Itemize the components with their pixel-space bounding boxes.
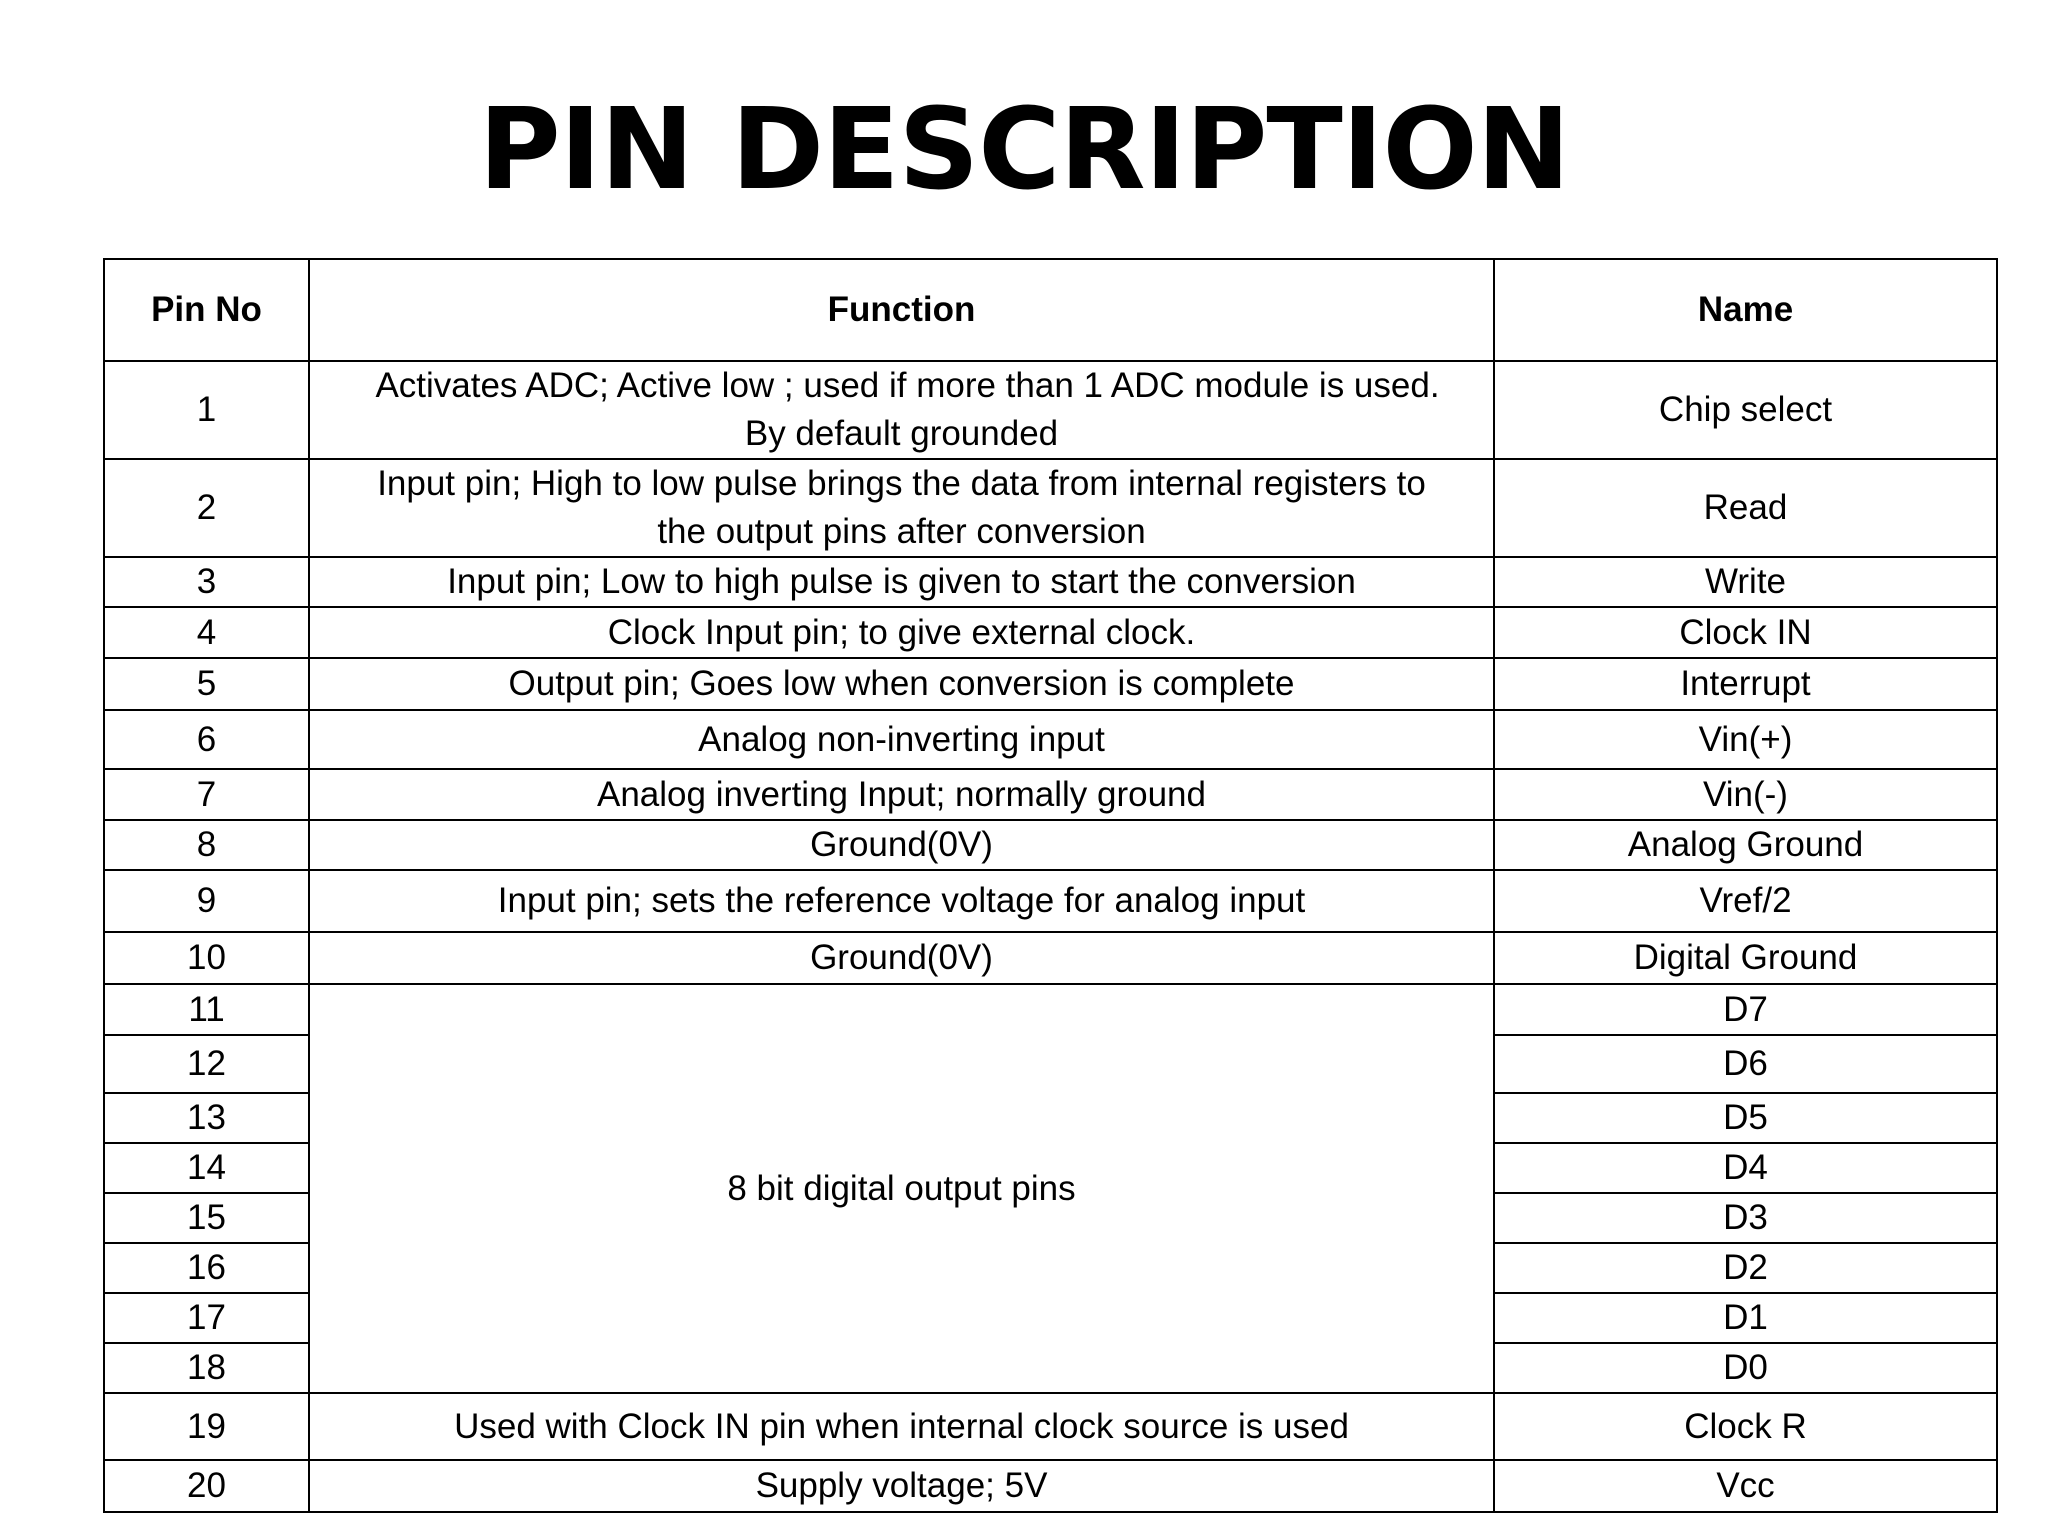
table-row bbox=[104, 658, 1997, 710]
pin-name: Vin(+) bbox=[1494, 710, 1997, 769]
pin-function: Supply voltage; 5V bbox=[309, 1460, 1494, 1512]
table-row bbox=[104, 459, 1997, 557]
pin-number: 13 bbox=[104, 1093, 309, 1143]
table-row bbox=[104, 361, 1997, 459]
pin-function-line: By default grounded bbox=[744, 414, 1059, 453]
pin-number: 16 bbox=[104, 1243, 309, 1293]
pin-number: 18 bbox=[104, 1343, 309, 1393]
column-header-function: Function bbox=[309, 259, 1494, 361]
pin-number: 7 bbox=[104, 769, 309, 820]
table-row bbox=[104, 870, 1997, 932]
table-row bbox=[104, 607, 1997, 658]
pin-function: Ground(0V) bbox=[309, 932, 1494, 984]
column-header-pin-no: Pin No bbox=[104, 259, 309, 361]
table-row bbox=[104, 984, 1997, 1035]
pin-number: 8 bbox=[104, 820, 309, 870]
pin-function: Clock Input pin; to give external clock. bbox=[309, 607, 1494, 658]
table-row bbox=[104, 710, 1997, 769]
pin-number: 10 bbox=[104, 932, 309, 984]
pin-name: Vref/2 bbox=[1494, 870, 1997, 932]
pin-number: 6 bbox=[104, 710, 309, 769]
pin-name: Vcc bbox=[1494, 1460, 1997, 1512]
pin-description-table bbox=[103, 258, 1998, 1513]
pin-name: D4 bbox=[1494, 1143, 1997, 1193]
pin-number: 5 bbox=[104, 658, 309, 710]
pin-name: Chip select bbox=[1494, 361, 1997, 459]
pin-function-line: the output pins after conversion bbox=[657, 512, 1146, 551]
pin-number: 9 bbox=[104, 870, 309, 932]
pin-number: 4 bbox=[104, 607, 309, 658]
pin-function: Analog inverting Input; normally ground bbox=[309, 769, 1494, 820]
pin-name: Clock IN bbox=[1494, 607, 1997, 658]
pin-number: 14 bbox=[104, 1143, 309, 1193]
pin-name: D6 bbox=[1494, 1035, 1997, 1093]
table-row bbox=[104, 932, 1997, 984]
pin-name: D7 bbox=[1494, 984, 1997, 1035]
pin-function-line: Activates ADC; Active low ; used if more than 1 ADC module is used. bbox=[375, 366, 1440, 405]
pin-name: D2 bbox=[1494, 1243, 1997, 1293]
pin-name: Vin(-) bbox=[1494, 769, 1997, 820]
pin-name: D0 bbox=[1494, 1343, 1997, 1393]
pin-name: Write bbox=[1494, 557, 1997, 607]
table-row bbox=[104, 1460, 1997, 1512]
pin-function: Analog non-inverting input bbox=[309, 710, 1494, 769]
pin-number: 15 bbox=[104, 1193, 309, 1243]
pin-function-line: Input pin; High to low pulse brings the data from internal registers to bbox=[377, 464, 1426, 503]
pin-function bbox=[309, 361, 1494, 459]
table-header-row bbox=[104, 259, 1997, 361]
pin-number: 12 bbox=[104, 1035, 309, 1093]
pin-number: 20 bbox=[104, 1460, 309, 1512]
pin-number: 17 bbox=[104, 1293, 309, 1343]
pin-name: Analog Ground bbox=[1494, 820, 1997, 870]
column-header-name: Name bbox=[1494, 259, 1997, 361]
table-row bbox=[104, 557, 1997, 607]
pin-function-merged: 8 bit digital output pins bbox=[309, 984, 1494, 1393]
pin-name: Read bbox=[1494, 459, 1997, 557]
pin-function: Input pin; sets the reference voltage for analog input bbox=[309, 870, 1494, 932]
table-row bbox=[104, 820, 1997, 870]
pin-name: Clock R bbox=[1494, 1393, 1997, 1460]
pin-number: 2 bbox=[104, 459, 309, 557]
pin-function bbox=[309, 459, 1494, 557]
pin-name: D5 bbox=[1494, 1093, 1997, 1143]
pin-name: Interrupt bbox=[1494, 658, 1997, 710]
table-row bbox=[104, 769, 1997, 820]
pin-number: 3 bbox=[104, 557, 309, 607]
pin-number: 11 bbox=[104, 984, 309, 1035]
pin-function: Input pin; Low to high pulse is given to start the conversion bbox=[309, 557, 1494, 607]
pin-name: D3 bbox=[1494, 1193, 1997, 1243]
pin-function: Used with Clock IN pin when internal clock source is used bbox=[309, 1393, 1494, 1460]
pin-number: 19 bbox=[104, 1393, 309, 1460]
pin-number: 1 bbox=[104, 361, 309, 459]
page-title: PIN DESCRIPTION bbox=[478, 85, 1570, 215]
pin-function: Ground(0V) bbox=[309, 820, 1494, 870]
pin-name: D1 bbox=[1494, 1293, 1997, 1343]
table-row bbox=[104, 1393, 1997, 1460]
pin-function: Output pin; Goes low when conversion is complete bbox=[309, 658, 1494, 710]
pin-name: Digital Ground bbox=[1494, 932, 1997, 984]
